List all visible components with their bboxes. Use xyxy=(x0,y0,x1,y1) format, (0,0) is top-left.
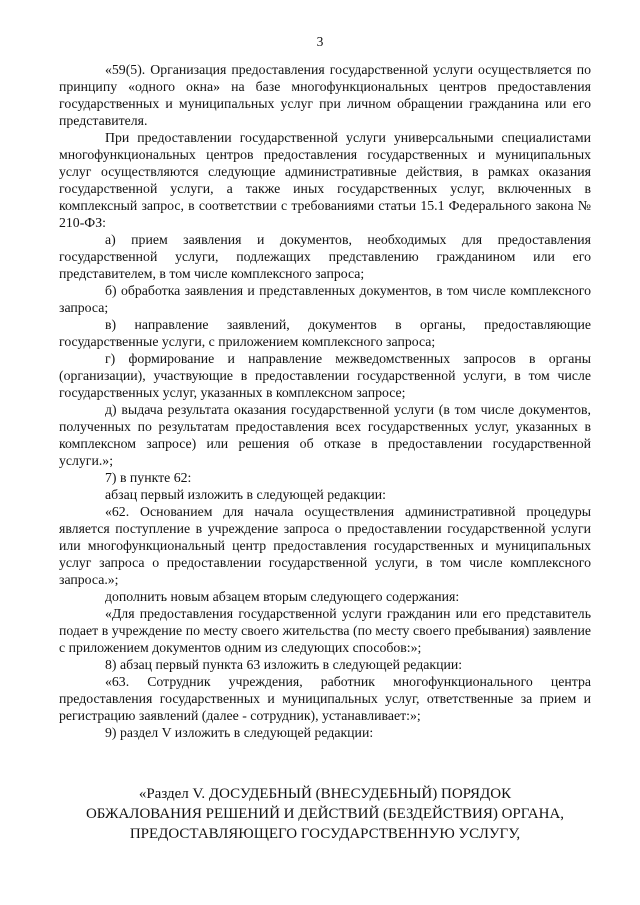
amendment-7: 7) в пункте 62: xyxy=(105,470,192,485)
list-item-d: д) выдача результата оказания государственной услуги (в том числе документов, полученных по результатам предоставления всех государственных услуг, указанных в комплексном запросе) или решения об отказе в предоставлении государственной услуги.»; xyxy=(59,402,591,468)
list-item-v: в) направление заявлений, документов в органы, предоставляющие государственные услуги, с приложением комплексного запроса; xyxy=(59,317,591,349)
paragraph-62-second: «Для предоставления государственной услуги гражданин или его представитель подает в учреждение по месту своего жительства (по месту своего пребывания) заявление с приложением документов одним из следующих способов:»; xyxy=(59,606,591,655)
amendment-8: 8) абзац первый пункта 63 изложить в следующей редакции: xyxy=(105,657,463,672)
page-number: 3 xyxy=(316,34,324,49)
amendment-7-intro: абзац первый изложить в следующей редакции: xyxy=(105,487,386,502)
list-item-a: а) прием заявления и документов, необходимых для предоставления государственной услуги, подлежащих представлению гражданином или его представителем, в том числе комплексного запроса; xyxy=(59,232,591,281)
amendment-9: 9) раздел V изложить в следующей редакции: xyxy=(105,725,374,740)
paragraph-59-5: «59(5). Организация предоставления государственной услуги осуществляется по принципу «одного окна» на базе многофункциональных центров предоставления государственных и муниципальных услуг при личном обращении гражданина или его представителя. xyxy=(59,62,591,128)
heading-line: ПРЕДОСТАВЛЯЮЩЕГО ГОСУДАРСТВЕННУЮ УСЛУГУ, xyxy=(129,826,521,842)
list-item-b: б) обработка заявления и представленных документов, в том числе комплексного запроса; xyxy=(59,283,591,315)
paragraph-63: «63. Сотрудник учреждения, работник многофункционального центра предоставления государственных и муниципальных услуг, ответственные за прием и регистрацию заявлений (далее - сотрудник), устанавливает:»; xyxy=(59,674,591,723)
document-body xyxy=(59,61,591,741)
heading-line: «Раздел V. ДОСУДЕБНЫЙ (ВНЕСУДЕБНЫЙ) ПОРЯДОК xyxy=(138,786,512,802)
section-v-heading xyxy=(59,784,591,844)
amendment-7-addition: дополнить новым абзацем вторым следующего содержания: xyxy=(105,589,460,604)
paragraph-62: «62. Основанием для начала осуществления административной процедуры является поступление в учреждение запроса о предоставлении государственной услуги или многофункциональный центр предоставления государственных и муниципальных услуг запроса о предоставлении государственной услуги, в том числе комплексного запроса.»; xyxy=(59,504,591,587)
list-item-g: г) формирование и направление межведомственных запросов в органы (организации), участвующие в предоставлении государственной услуги, в том числе государственных услуг, указанных в комплексном запросе; xyxy=(59,351,591,400)
heading-line: ОБЖАЛОВАНИЯ РЕШЕНИЙ И ДЕЙСТВИЙ (БЕЗДЕЙСТВИЯ) ОРГАНА, xyxy=(85,806,565,822)
paragraph-universal-specialists: При предоставлении государственной услуги универсальными специалистами многофункциональных центров предоставления государственных и муниципальных услуг осуществляются следующие административные действия, в рамках оказания государственной услуги, а также иных государственных услуг, включенных в комплексный запрос, в соответствии с требованиями статьи 15.1 Федерального закона № 210-ФЗ: xyxy=(59,130,591,230)
